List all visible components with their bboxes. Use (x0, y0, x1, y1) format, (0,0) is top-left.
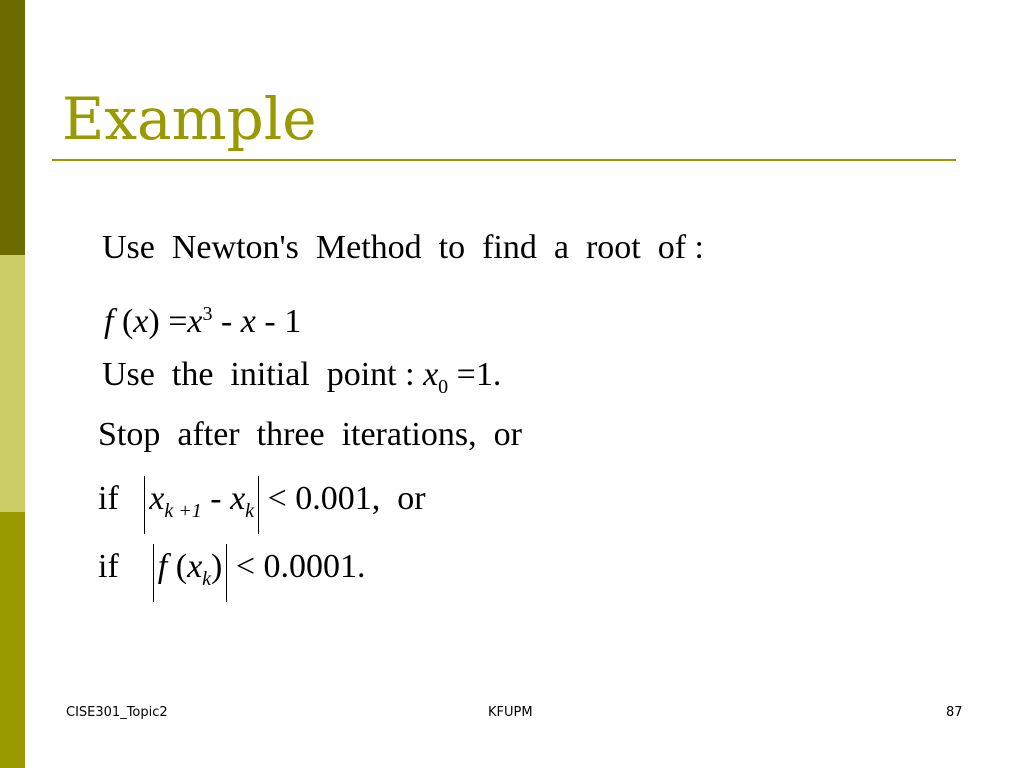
page-number: 87 (946, 705, 963, 720)
abs-value-residual: f $(x_k)$ (153, 544, 228, 602)
initial-point: Use the initial point : $x_0 =1$. (102, 356, 502, 398)
footer-course: CISE301_Topic2 (66, 705, 168, 720)
slide-title: Example (62, 85, 317, 153)
footer-institution: KFUPM (488, 705, 533, 720)
stop-criterion-iterations: Stop after three iterations, or (98, 416, 522, 453)
title-divider (52, 159, 956, 161)
problem-statement: Use Newton's Method to find a root of : (102, 229, 704, 266)
sidebar-stripe-light (0, 255, 25, 512)
function-definition: f $(x) =x^3 - x - 1$ (104, 303, 302, 340)
stop-criterion-step: if $x_{k +1} - x_k < 0.001$, or (98, 476, 426, 534)
sidebar-stripe-olive (0, 512, 25, 768)
abs-value-step: $x_{k +1} - x_k$ (144, 476, 259, 534)
sidebar-stripe-dark (0, 0, 25, 255)
stop-criterion-residual: if f $(x_k) < 0.0001$. (98, 544, 366, 602)
